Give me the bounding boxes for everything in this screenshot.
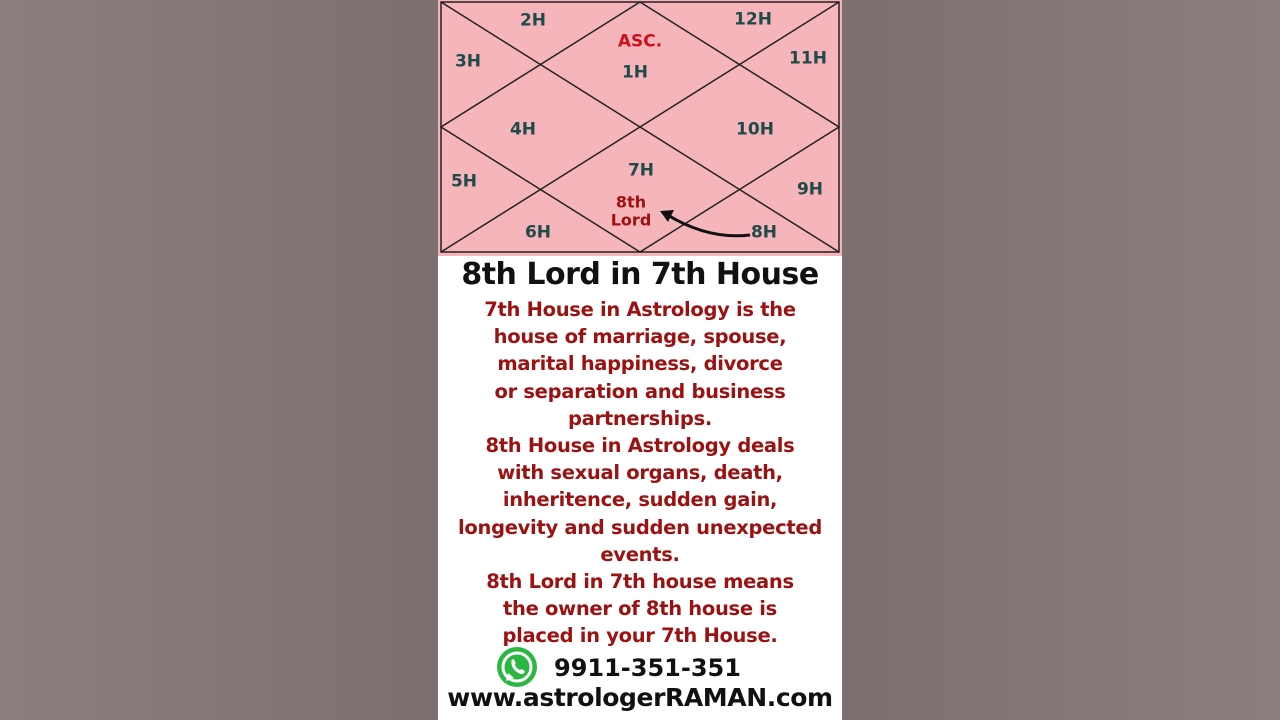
paragraph-line: longevity and sudden unexpected bbox=[458, 515, 822, 539]
paragraph-line: or separation and business bbox=[494, 379, 786, 403]
right-blurred-background bbox=[842, 0, 1280, 720]
left-blurred-background bbox=[0, 0, 438, 720]
house-12-label: 12H bbox=[734, 9, 772, 30]
house-11-label: 11H bbox=[789, 48, 827, 69]
birth-chart bbox=[438, 0, 842, 256]
house-10-label: 10H bbox=[736, 119, 774, 140]
house-3-label: 3H bbox=[454, 51, 482, 72]
paragraph-line: 8th House in Astrology deals bbox=[485, 434, 795, 457]
content-card bbox=[438, 0, 842, 720]
house-9-label: 9H bbox=[796, 179, 824, 200]
eighth-lord-line-1: 8th bbox=[615, 192, 647, 212]
house-4-label: 4H bbox=[509, 119, 537, 140]
house-1-label: 1H bbox=[621, 62, 649, 83]
paragraph-line: house of marriage, spouse, bbox=[493, 325, 787, 349]
paragraph-eighth-lord bbox=[438, 568, 842, 650]
contact-block bbox=[438, 645, 842, 720]
house-7-label: 7H bbox=[627, 160, 655, 181]
page-title: 8th Lord in 7th House bbox=[461, 257, 819, 292]
paragraph-line: events. bbox=[600, 542, 680, 566]
house-5-label: 5H bbox=[450, 171, 478, 192]
paragraph-line: partnerships. bbox=[567, 406, 713, 430]
paragraph-line: placed in your 7th House. bbox=[502, 624, 778, 648]
eighth-lord-label bbox=[611, 194, 652, 231]
paragraph-line: 7th House in Astrology is the bbox=[484, 298, 796, 321]
paragraph-line: the owner of 8th house is bbox=[503, 597, 777, 621]
eighth-lord-line-2: Lord bbox=[610, 211, 652, 230]
paragraph-line: marital happiness, divorce bbox=[497, 352, 783, 376]
house-6-label: 6H bbox=[524, 222, 552, 243]
website-link[interactable]: www.astrologerRAMAN.com bbox=[447, 683, 833, 712]
paragraph-seventh-house bbox=[438, 296, 842, 432]
house-8-label: 8H bbox=[750, 222, 778, 243]
paragraph-line: with sexual organs, death, bbox=[497, 461, 783, 485]
house-2-label: 2H bbox=[519, 10, 547, 31]
paragraph-line: 8th Lord in 7th house means bbox=[486, 570, 794, 593]
paragraph-line: inheritence, sudden gain, bbox=[502, 488, 778, 512]
phone-number[interactable]: 9911-351-351 bbox=[554, 654, 741, 682]
paragraph-eighth-house bbox=[438, 432, 842, 568]
asc-label: ASC. bbox=[617, 31, 663, 52]
